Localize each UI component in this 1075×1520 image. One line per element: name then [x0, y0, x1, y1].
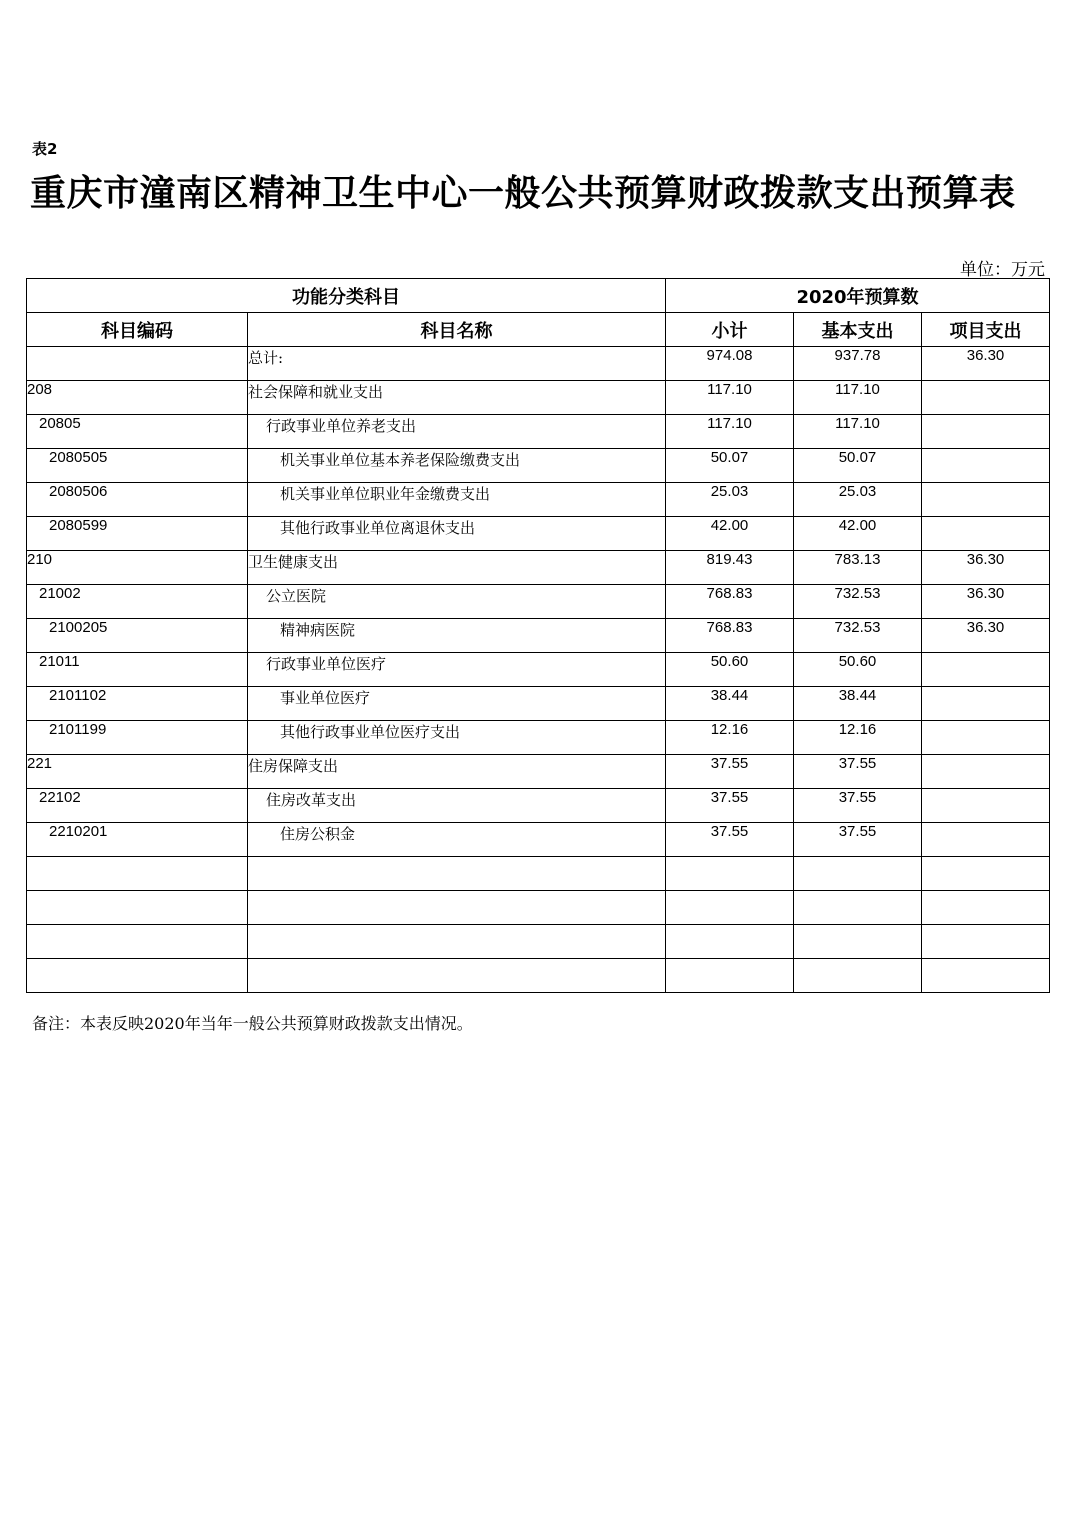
- cell-basic: 732.53: [794, 585, 922, 619]
- cell-project: [922, 959, 1050, 993]
- table-row: [27, 551, 1050, 585]
- cell-basic: [794, 959, 922, 993]
- cell-basic: 37.55: [794, 789, 922, 823]
- cell-subtotal: 25.03: [666, 483, 794, 517]
- cell-name: [248, 857, 666, 891]
- header-project: 项目支出: [922, 313, 1050, 347]
- cell-basic: 783.13: [794, 551, 922, 585]
- header-function-group: 功能分类科目: [27, 279, 666, 313]
- cell-subtotal: [666, 959, 794, 993]
- cell-basic: 12.16: [794, 721, 922, 755]
- cell-code: 2080505: [27, 449, 248, 483]
- cell-basic: 732.53: [794, 619, 922, 653]
- cell-project: [922, 449, 1050, 483]
- cell-subtotal: 819.43: [666, 551, 794, 585]
- cell-name: 住房保障支出: [248, 755, 666, 789]
- cell-code: [27, 347, 248, 381]
- cell-project: 36.30: [922, 551, 1050, 585]
- table-row: [27, 381, 1050, 415]
- cell-project: 36.30: [922, 585, 1050, 619]
- table-row: [27, 619, 1050, 653]
- cell-subtotal: 117.10: [666, 415, 794, 449]
- cell-code: 2080599: [27, 517, 248, 551]
- header-budget-group: 2020年预算数: [666, 279, 1050, 313]
- table-row: [27, 687, 1050, 721]
- cell-subtotal: 117.10: [666, 381, 794, 415]
- cell-basic: 117.10: [794, 415, 922, 449]
- unit-label: 单位：万元: [960, 260, 1045, 280]
- cell-project: [922, 653, 1050, 687]
- remark-note: 备注：本表反映2020年当年一般公共预算财政拨款支出情况。: [32, 1014, 473, 1033]
- cell-name: 其他行政事业单位离退休支出: [248, 517, 666, 551]
- cell-basic: 42.00: [794, 517, 922, 551]
- table-row: [27, 857, 1050, 891]
- cell-project: [922, 721, 1050, 755]
- cell-subtotal: [666, 857, 794, 891]
- cell-subtotal: 37.55: [666, 789, 794, 823]
- cell-basic: 38.44: [794, 687, 922, 721]
- table-row: [27, 347, 1050, 381]
- cell-name: 其他行政事业单位医疗支出: [248, 721, 666, 755]
- cell-basic: 50.07: [794, 449, 922, 483]
- header-subtotal: 小计: [666, 313, 794, 347]
- cell-name: 住房改革支出: [248, 789, 666, 823]
- cell-name: 行政事业单位养老支出: [248, 415, 666, 449]
- cell-code: 2210201: [27, 823, 248, 857]
- cell-basic: [794, 925, 922, 959]
- cell-basic: 50.60: [794, 653, 922, 687]
- cell-code: 2100205: [27, 619, 248, 653]
- header-name: 科目名称: [248, 313, 666, 347]
- cell-code: 2101199: [27, 721, 248, 755]
- cell-code: 2080506: [27, 483, 248, 517]
- cell-code: 221: [27, 755, 248, 789]
- cell-subtotal: 50.07: [666, 449, 794, 483]
- cell-basic: 117.10: [794, 381, 922, 415]
- cell-name: 公立医院: [248, 585, 666, 619]
- cell-name: [248, 925, 666, 959]
- cell-code: 22102: [27, 789, 248, 823]
- cell-project: [922, 381, 1050, 415]
- page-title: 重庆市潼南区精神卫生中心一般公共预算财政拨款支出预算表: [30, 173, 1016, 214]
- cell-code: 2101102: [27, 687, 248, 721]
- cell-basic: 37.55: [794, 755, 922, 789]
- cell-code: 20805: [27, 415, 248, 449]
- cell-name: [248, 891, 666, 925]
- table-row: [27, 891, 1050, 925]
- cell-subtotal: 37.55: [666, 755, 794, 789]
- cell-subtotal: [666, 925, 794, 959]
- cell-basic: 37.55: [794, 823, 922, 857]
- cell-subtotal: 974.08: [666, 347, 794, 381]
- table-row: [27, 823, 1050, 857]
- cell-project: [922, 483, 1050, 517]
- cell-project: [922, 891, 1050, 925]
- table-row: [27, 415, 1050, 449]
- cell-subtotal: 768.83: [666, 585, 794, 619]
- cell-project: [922, 789, 1050, 823]
- cell-name: 社会保障和就业支出: [248, 381, 666, 415]
- cell-subtotal: 37.55: [666, 823, 794, 857]
- table-row: [27, 653, 1050, 687]
- table-row: [27, 925, 1050, 959]
- cell-basic: [794, 857, 922, 891]
- cell-code: 21011: [27, 653, 248, 687]
- cell-basic: 25.03: [794, 483, 922, 517]
- cell-project: [922, 755, 1050, 789]
- table-row: [27, 721, 1050, 755]
- table-body: [27, 347, 1050, 993]
- table-number: 表2: [32, 140, 58, 158]
- table-row: [27, 449, 1050, 483]
- cell-subtotal: 50.60: [666, 653, 794, 687]
- cell-name: 卫生健康支出: [248, 551, 666, 585]
- cell-code: 208: [27, 381, 248, 415]
- cell-project: [922, 687, 1050, 721]
- cell-code: [27, 857, 248, 891]
- table-row: [27, 585, 1050, 619]
- cell-name: 精神病医院: [248, 619, 666, 653]
- budget-table: [26, 278, 1050, 993]
- cell-name: [248, 959, 666, 993]
- cell-project: [922, 823, 1050, 857]
- cell-project: [922, 517, 1050, 551]
- header-basic: 基本支出: [794, 313, 922, 347]
- cell-name: 机关事业单位基本养老保险缴费支出: [248, 449, 666, 483]
- cell-project: 36.30: [922, 619, 1050, 653]
- table-row: [27, 789, 1050, 823]
- cell-name: 总计:: [248, 347, 666, 381]
- header-code: 科目编码: [27, 313, 248, 347]
- table-row: [27, 755, 1050, 789]
- cell-subtotal: 768.83: [666, 619, 794, 653]
- cell-code: 21002: [27, 585, 248, 619]
- table-row: [27, 959, 1050, 993]
- cell-name: 事业单位医疗: [248, 687, 666, 721]
- cell-subtotal: [666, 891, 794, 925]
- cell-code: [27, 925, 248, 959]
- cell-basic: [794, 891, 922, 925]
- cell-name: 行政事业单位医疗: [248, 653, 666, 687]
- cell-basic: 937.78: [794, 347, 922, 381]
- cell-code: [27, 959, 248, 993]
- cell-project: [922, 925, 1050, 959]
- cell-subtotal: 42.00: [666, 517, 794, 551]
- table-row: [27, 483, 1050, 517]
- cell-code: [27, 891, 248, 925]
- cell-name: 机关事业单位职业年金缴费支出: [248, 483, 666, 517]
- cell-subtotal: 12.16: [666, 721, 794, 755]
- cell-name: 住房公积金: [248, 823, 666, 857]
- cell-code: 210: [27, 551, 248, 585]
- cell-project: 36.30: [922, 347, 1050, 381]
- cell-project: [922, 857, 1050, 891]
- cell-project: [922, 415, 1050, 449]
- cell-subtotal: 38.44: [666, 687, 794, 721]
- table-row: [27, 517, 1050, 551]
